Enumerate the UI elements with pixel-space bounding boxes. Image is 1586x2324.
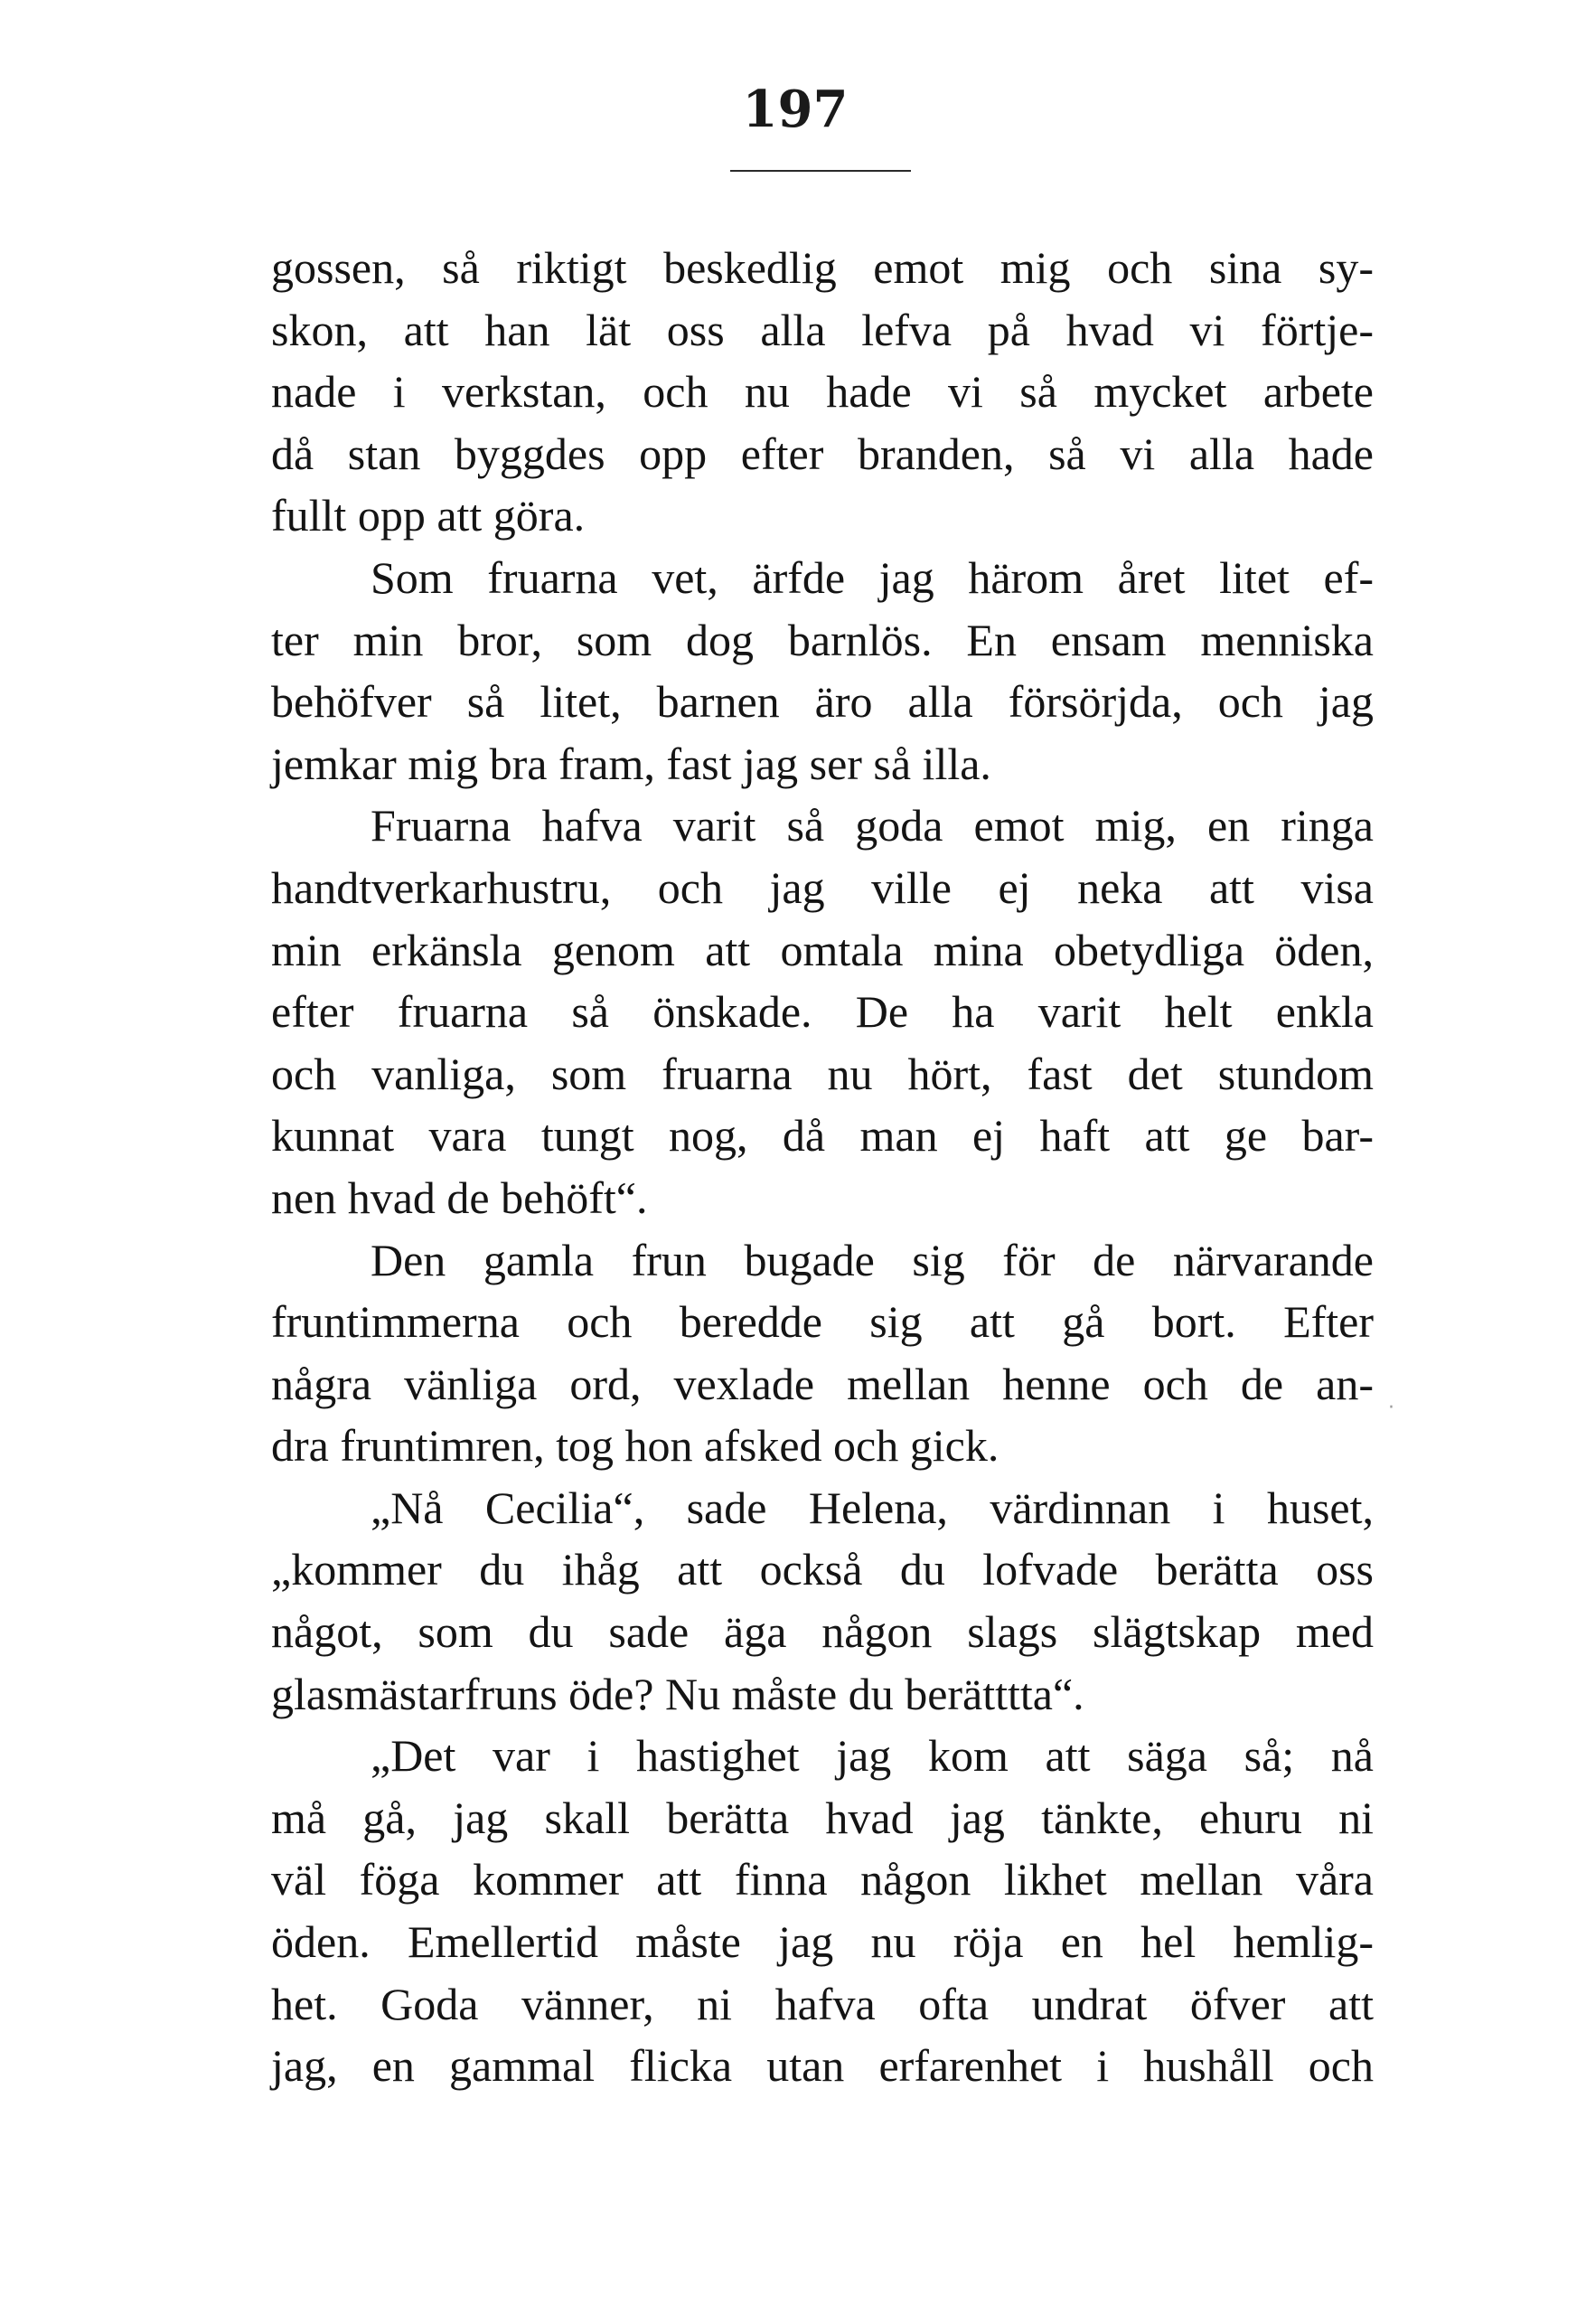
text-line: fruntimmerna och beredde sig att gå bort. Efter — [271, 1296, 1374, 1348]
text-line: handtverkarhustru, och jag ville ej neka att visa — [271, 861, 1374, 913]
text-line: kunnat vara tungt nog, då man ej haft att ge bar- — [271, 1110, 1374, 1162]
text-line: Den gamla frun bugade sig för de närvarande — [371, 1234, 1374, 1285]
text-line: nade i verkstan, och nu hade vi så mycket arbete — [271, 366, 1374, 418]
text-line: het. Goda vänner, ni hafva ofta undrat öfver att — [271, 1978, 1374, 2029]
page-number: 197 — [742, 80, 849, 139]
text-line: något, som du sade äga någon slags slägtskap med — [271, 1606, 1374, 1658]
text-line: efter fruarna så önskade. De ha varit helt enkla — [271, 986, 1374, 1038]
text-line: väl föga kommer att finna någon likhet mellan våra — [271, 1854, 1374, 1905]
text-line: skon, att han lät oss alla lefva på hvad vi förtje- — [271, 304, 1374, 355]
text-line: behöfver så litet, barnen äro alla försörjda, och jag — [271, 676, 1374, 728]
text-line: då stan byggdes opp efter branden, så vi alla hade — [271, 428, 1374, 479]
text-line: gossen, så riktigt beskedlig emot mig och sina sy- — [271, 242, 1374, 293]
text-line: Fruarna hafva varit så goda emot mig, en ringa — [371, 800, 1374, 852]
text-line: må gå, jag skall berätta hvad jag tänkte, ehuru ni — [271, 1792, 1374, 1843]
text-line: „Nå Cecilia“, sade Helena, värdinnan i huset, — [371, 1482, 1374, 1533]
body-text — [271, 237, 1374, 2097]
text-line: fullt opp att göra. — [271, 490, 586, 541]
text-line: glasmästarfruns öde? Nu måste du berätttta“. — [271, 1668, 1084, 1719]
text-line: Som fruarna vet, ärfde jag härom året litet ef- — [371, 551, 1374, 603]
text-line: „Det var i hastighet jag kom att säga så; nå — [371, 1730, 1374, 1782]
text-line: min erkänsla genom att omtala mina obetydliga öden, — [271, 924, 1374, 975]
text-line: ter min bror, som dog barnlös. En ensam menniska — [271, 614, 1374, 665]
text-line: „kommer du ihåg att också du lofvade berätta oss — [271, 1544, 1374, 1595]
header-rule — [730, 170, 911, 172]
text-line: några vänliga ord, vexlade mellan henne och de an- — [271, 1358, 1374, 1409]
text-line: jemkar mig bra fram, fast jag ser så illa. — [271, 738, 991, 789]
print-speck: · — [1388, 1397, 1394, 1419]
text-line: nen hvad de behöft“. — [271, 1171, 648, 1223]
text-line: och vanliga, som fruarna nu hört, fast det stundom — [271, 1048, 1374, 1099]
text-line: dra fruntimren, tog hon afsked och gick. — [271, 1420, 999, 1472]
text-line: öden. Emellertid måste jag nu röja en hel hemlig- — [271, 1916, 1374, 1968]
text-line: jag, en gammal flicka utan erfarenhet i hushåll och — [271, 2040, 1374, 2092]
